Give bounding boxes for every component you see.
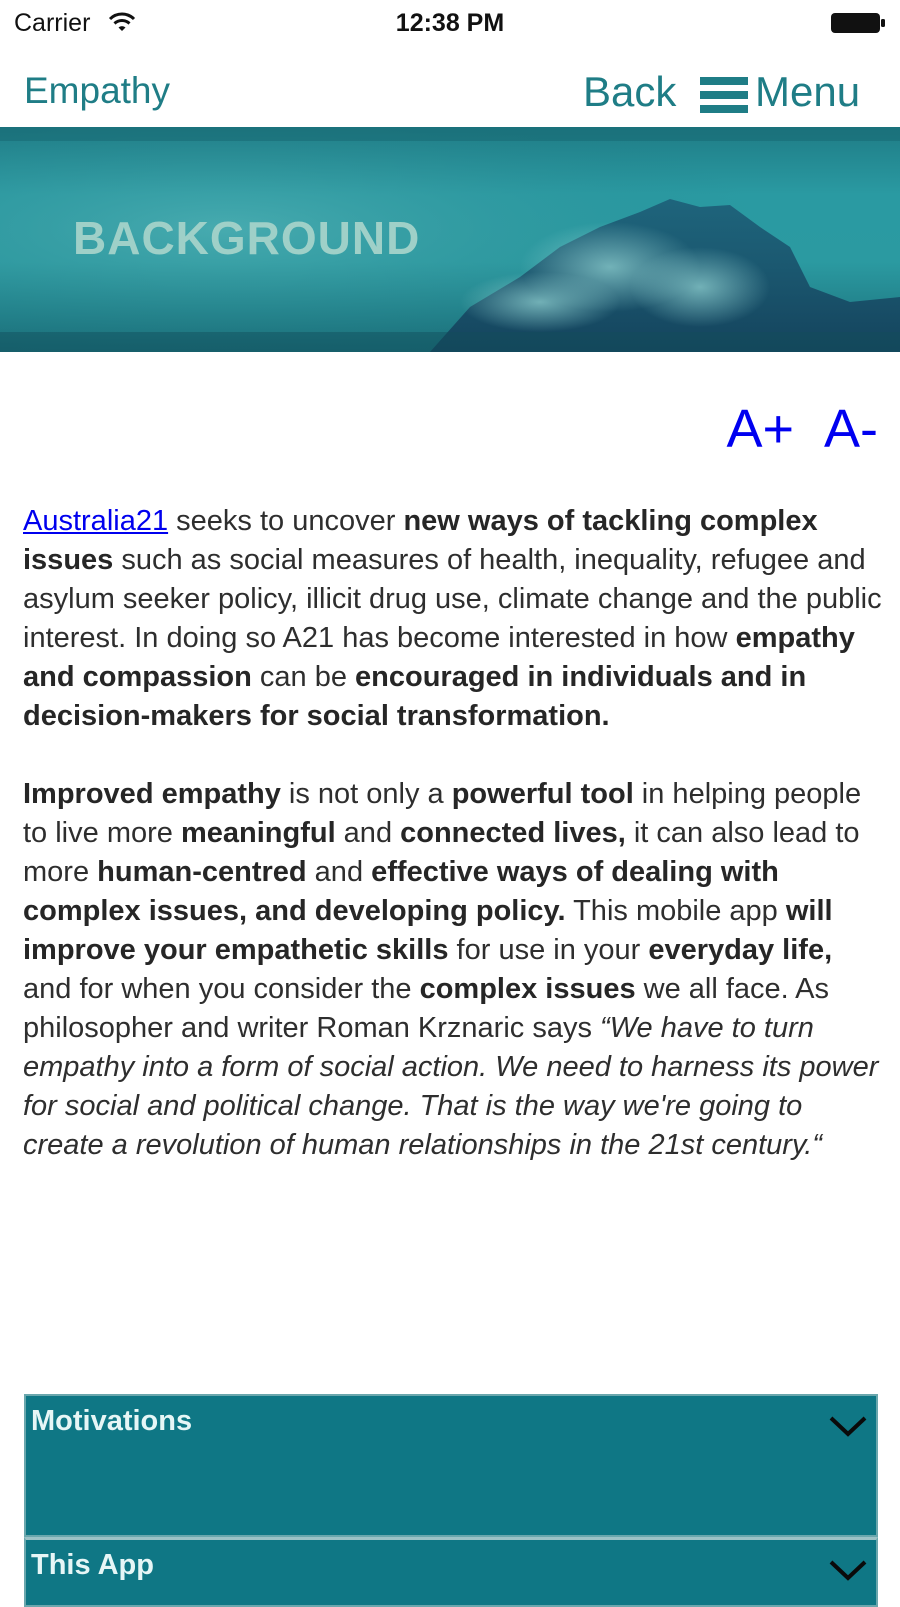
chevron-down-icon [828,1558,868,1582]
back-button[interactable]: Back [583,68,677,115]
battery-icon [830,12,886,34]
status-time: 12:38 PM [395,9,505,37]
nav-bar [0,58,900,124]
decrease-font-button[interactable]: A- [824,399,878,459]
accordion-label: Motivations [31,1405,193,1437]
carrier-label: Carrier [14,9,91,37]
banner-title: BACKGROUND [73,212,421,264]
paragraph-intro: Australia21 seeks to uncover new ways of tackling complex issues such as social measures of health, inequality, refugee and asylum seeker policy, illicit drug use, climate change and the public interest. In doing so A21 has become interested in how empathy and compassion can be encouraged in individuals and in decision-makers for social transformation. [23,505,882,732]
hamburger-icon [700,77,748,113]
australia21-link[interactable]: Australia21 [23,505,169,537]
increase-font-button[interactable]: A+ [726,399,794,459]
krznaric-quote: “We have to turn empathy into a form of social action. We need to harness its power for social and political change. That is the way we're going to create a revolution of human relationships in the 21st century.“ [23,1012,879,1161]
paragraph-empathy: Improved empathy is not only a powerful tool in helping people to live more meaningful and connected lives, it can also lead to more human-centred and effective ways of dealing with complex issues, and developing policy. This mobile app will improve your empathetic skills for use in your everyday life, and for when you consider the complex issues we all face. As philosopher and writer Roman Krznaric says “We have to turn empathy into a form of social action. We need to harness its power for social and political change. That is the way we're going to create a revolution of human relationships in the 21st century.“ [23,778,879,1161]
accordion [24,1394,878,1607]
article-body [23,502,883,1165]
chevron-down-icon [828,1414,868,1438]
accordion-label: This App [31,1549,154,1581]
menu-label: Menu [755,68,861,115]
header-banner [0,127,900,352]
font-size-controls [726,398,878,460]
nav-title: Empathy [24,70,171,111]
status-bar [0,0,900,46]
accordion-item-this-app[interactable] [24,1537,878,1607]
accordion-item-motivations[interactable] [24,1394,878,1537]
